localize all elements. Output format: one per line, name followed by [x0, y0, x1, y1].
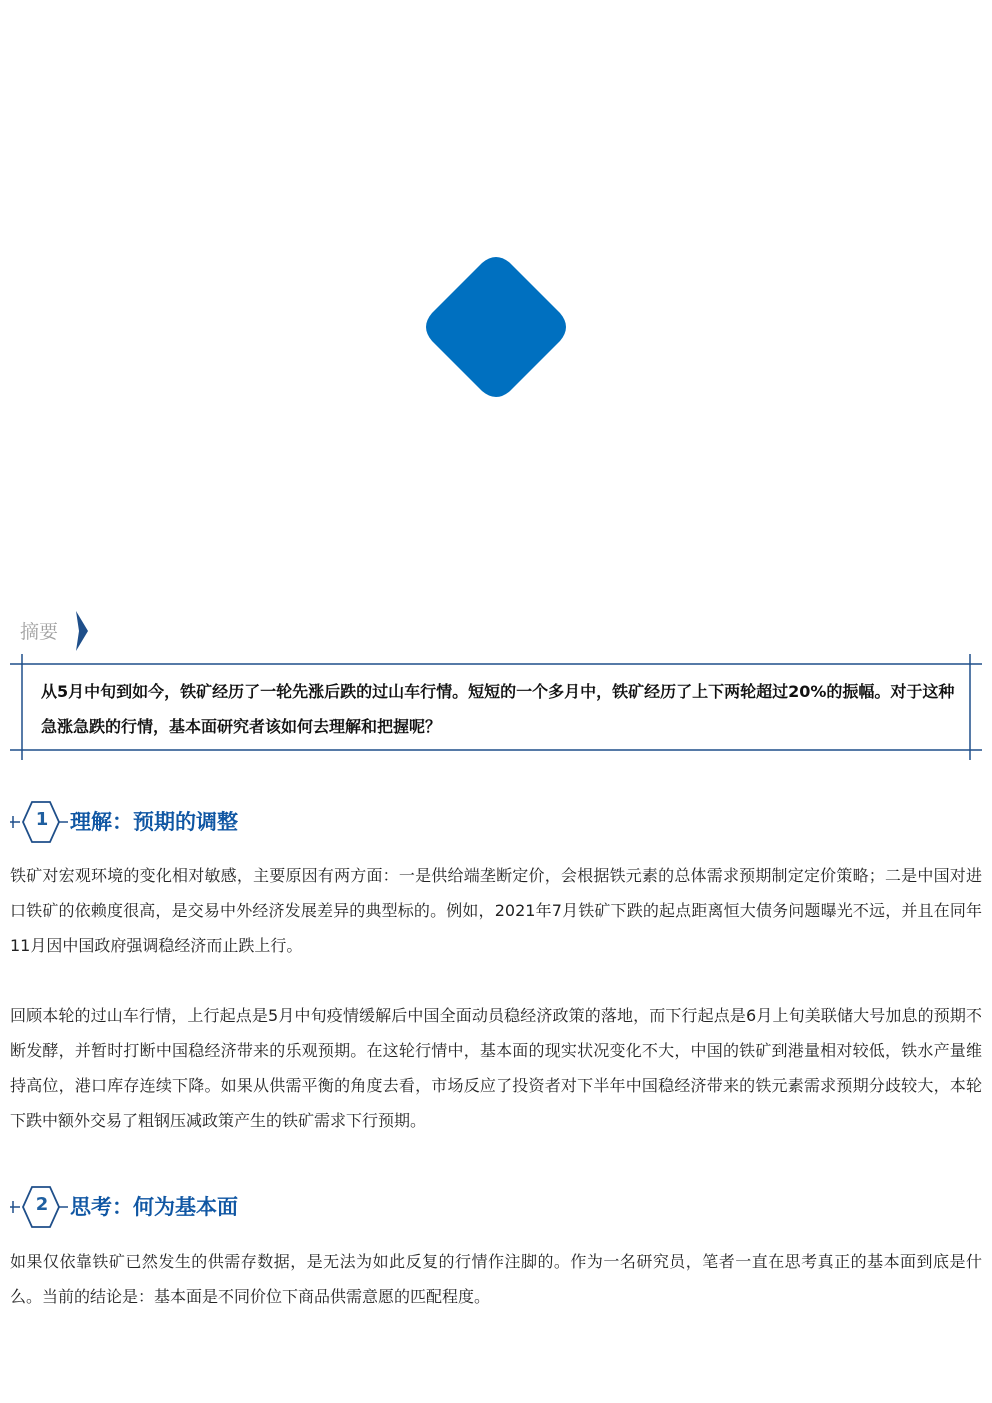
- diamond-logo-icon: [424, 255, 568, 399]
- section-title: 思考：何为基本面: [70, 1195, 238, 1219]
- paragraph: 如果仅依靠铁矿已然发生的供需存数据，是无法为如此反复的行情作注脚的。作为一名研究员，笔者一直在思考真正的基本面到底是什么。当前的结论是：基本面是不同价位下商品供需意愿的匹配程度。: [10, 1252, 982, 1306]
- section-heading-1: [10, 800, 410, 844]
- section-number: 1: [35, 809, 49, 830]
- paragraph: 回顾本轮的过山车行情，上行起点是5月中旬疫情缓解后中国全面动员稳经济政策的落地，而下行起点是6月上旬美联储大号加息的预期不断发酵，并暂时打断中国稳经济带来的乐观预期。在这轮行情中，基本面的现实状况变化不大，中国的铁矿到港量相对较低，铁水产量维持高位，港口库存连续下降。如果从供需平衡的角度去看，市场反应了投资者对下半年中国稳经济带来的铁元素需求预期分歧较大，本轮下跌中额外交易了粗钢压减政策产生的铁矿需求下行预期。: [10, 1006, 982, 1130]
- brand-logo: [424, 255, 568, 399]
- section-title: 理解：预期的调整: [70, 810, 238, 834]
- abstract-text: 从5月中旬到如今，铁矿经历了一轮先涨后跌的过山车行情。短短的一个多月中，铁矿经历了上下两轮超过20%的振幅。对于这种急涨急跌的行情，基本面研究者该如何去理解和把握呢？: [41, 682, 955, 736]
- paragraph: 铁矿对宏观环境的变化相对敏感，主要原因有两方面：一是供给端垄断定价，会根据铁元素的总体需求预期制定定价策略；二是中国对进口铁矿的依赖度很高，是交易中外经济发展差异的典型标的。例如，2021年7月铁矿下跌的起点距离恒大债务问题曝光不远，并且在同年11月因中国政府强调稳经济而止跌上行。: [10, 866, 982, 955]
- abstract-box: [10, 654, 982, 762]
- chevron-right-icon: [76, 611, 88, 651]
- section-number: 2: [35, 1194, 49, 1215]
- section-heading-2: [10, 1185, 410, 1229]
- abstract-label: 摘要: [20, 621, 59, 643]
